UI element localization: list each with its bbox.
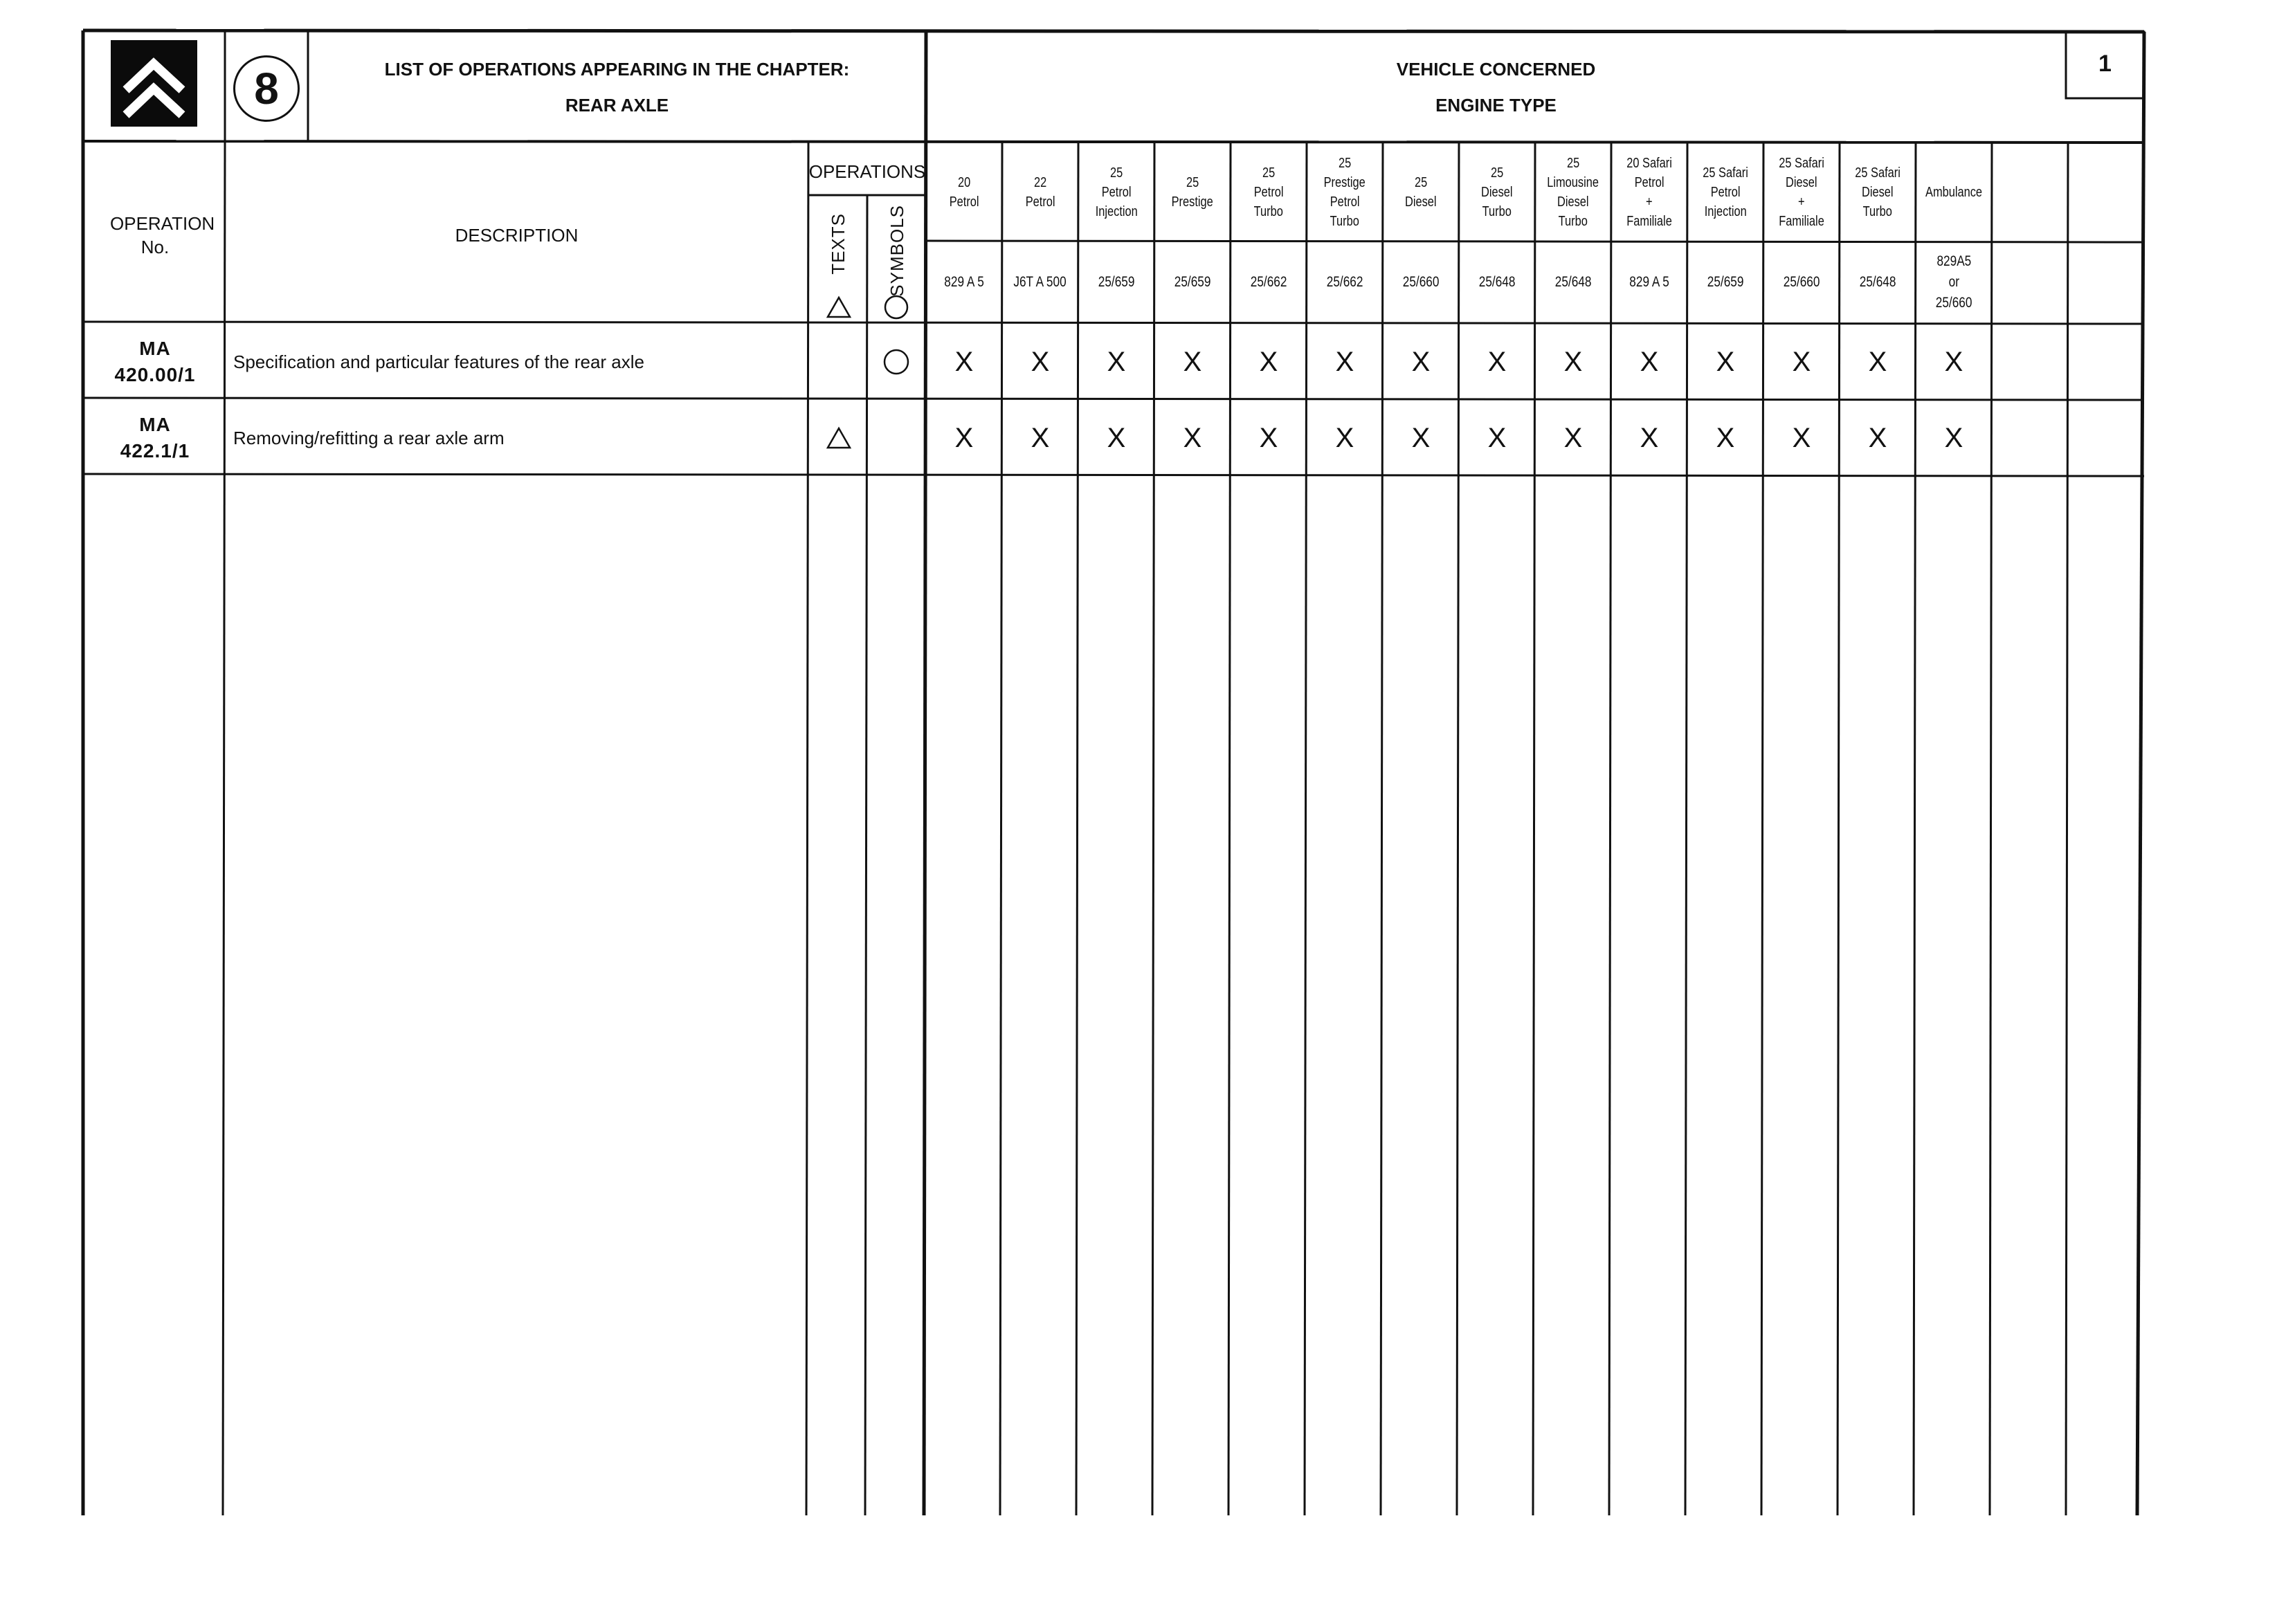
applicability-mark: X xyxy=(1640,422,1659,453)
engine-type-line: 25/659 xyxy=(1707,274,1744,290)
vehicle-name-line: Petrol xyxy=(1330,194,1360,210)
engine-type-cell xyxy=(1687,244,1763,321)
vehicle-name-line: Turbo xyxy=(1862,204,1893,219)
applicability-mark: X xyxy=(954,422,974,453)
vehicle-name-line: 25 Safari xyxy=(1779,156,1824,171)
applicability-mark: X xyxy=(1868,346,1887,377)
vehicle-name-line: 22 xyxy=(1033,175,1047,190)
applicability-mark: X xyxy=(1868,422,1887,453)
vehicle-name-cell xyxy=(1763,144,1840,241)
applicability-mark: X xyxy=(1411,422,1431,453)
vehicle-name-line: 25 xyxy=(1262,165,1276,181)
engine-type-line: 829A5 xyxy=(1936,253,1971,269)
vehicle-name-cell xyxy=(1307,144,1383,241)
engine-type-line: 25/660 xyxy=(1402,274,1440,290)
applicability-mark: X xyxy=(1563,422,1583,453)
applicability-mark: X xyxy=(1487,422,1507,453)
double-chevron-icon xyxy=(111,40,197,127)
vehicle-line-2: ENGINE TYPE xyxy=(1435,95,1557,116)
vehicle-name-line: Familiale xyxy=(1626,214,1672,229)
vehicle-name-line: 25 xyxy=(1186,175,1199,190)
vehicle-name-line: Injection xyxy=(1095,204,1138,219)
engine-type-line: 25/660 xyxy=(1935,295,1972,311)
engine-type-line: J6T A 500 xyxy=(1013,274,1067,290)
vehicle-name-line: 25 Safari xyxy=(1855,165,1901,181)
symbols-circle-icon xyxy=(882,348,910,376)
vehicle-name-line: Diesel xyxy=(1481,185,1513,200)
vehicle-heading xyxy=(926,51,2066,123)
engine-type-cell xyxy=(1916,244,1992,321)
vehicle-name-line: Petrol xyxy=(1025,194,1055,210)
engine-type-cell xyxy=(1459,244,1535,321)
vehicle-name-line: + xyxy=(1798,194,1805,210)
vehicle-name-cell xyxy=(1383,144,1459,241)
vehicle-name-cell xyxy=(1535,144,1611,241)
vehicle-name-line: 20 xyxy=(957,175,971,190)
column-divider xyxy=(2066,143,2068,1515)
vehicle-name-line: Petrol xyxy=(1253,185,1284,200)
chapter-number-badge xyxy=(233,55,300,122)
vehicle-name-line: 25 xyxy=(1490,165,1504,181)
applicability-mark: X xyxy=(954,346,974,377)
engine-type-cell xyxy=(1002,244,1078,321)
texts-triangle-icon xyxy=(825,426,853,450)
applicability-mark: X xyxy=(1411,346,1431,377)
vehicle-name-line: 20 Safari xyxy=(1626,156,1672,171)
chapter-number: 8 xyxy=(254,64,279,113)
vehicle-name-cell xyxy=(1002,144,1078,241)
applicability-mark: X xyxy=(1335,422,1354,453)
vehicle-name-cell xyxy=(1459,144,1535,241)
engine-type-line: 25/662 xyxy=(1326,274,1363,290)
vehicle-name-line: Turbo xyxy=(1558,214,1588,229)
operation-description: Removing/refitting a rear axle arm xyxy=(233,427,505,448)
vehicle-name-cell xyxy=(1154,144,1231,241)
vehicle-name-cell xyxy=(1611,144,1687,241)
applicability-mark: X xyxy=(1031,346,1050,377)
vehicle-name-line: Prestige xyxy=(1171,194,1214,210)
engine-type-line: 25/648 xyxy=(1478,274,1516,290)
vehicle-name-cell xyxy=(1078,144,1154,241)
description-label: DESCRIPTION xyxy=(455,225,579,246)
applicability-mark: X xyxy=(1183,346,1202,377)
operation-number xyxy=(87,324,224,400)
engine-type-cell xyxy=(1383,244,1459,321)
engine-type-cell xyxy=(1763,244,1840,321)
vehicle-name-line: Ambulance xyxy=(1925,185,1983,200)
title-line-2: REAR AXLE xyxy=(565,95,669,116)
vehicle-name-line: Limousine xyxy=(1547,175,1599,190)
vehicle-name-cell xyxy=(1687,144,1763,241)
vehicle-name-cell xyxy=(1916,144,1992,241)
applicability-mark: X xyxy=(1259,422,1278,453)
operation-no-label: OPERATION No. xyxy=(110,213,215,257)
vehicle-name-line: Petrol xyxy=(949,194,979,210)
vehicle-name-line: Turbo xyxy=(1330,214,1360,229)
applicability-mark: X xyxy=(1183,422,1202,453)
vehicle-name-line: Diesel xyxy=(1862,185,1894,200)
page-number xyxy=(2066,43,2144,84)
vehicle-name-line: 25 xyxy=(1338,156,1352,171)
vehicle-name-line: Turbo xyxy=(1482,204,1512,219)
engine-type-cell xyxy=(926,244,1002,321)
applicability-mark: X xyxy=(1944,346,1963,377)
operation-description: Specification and particular features of the rear axle xyxy=(233,351,645,372)
title-line-1: LIST OF OPERATIONS APPEARING IN THE CHAPTER: xyxy=(384,59,850,80)
vehicle-name-line: Injection xyxy=(1704,204,1747,219)
engine-type-line: 25/648 xyxy=(1859,274,1896,290)
vehicle-name-line: 25 xyxy=(1109,165,1123,181)
applicability-mark: X xyxy=(1563,346,1583,377)
vehicle-name-line: Petrol xyxy=(1101,185,1132,200)
applicability-mark: X xyxy=(1716,346,1735,377)
engine-type-line: 25/648 xyxy=(1554,274,1592,290)
engine-type-cell xyxy=(1307,244,1383,321)
vehicle-name-line: 25 xyxy=(1566,156,1580,171)
description-heading xyxy=(225,208,808,263)
applicability-mark: X xyxy=(1792,346,1811,377)
triangle-icon xyxy=(825,295,853,320)
operations-label: OPERATIONS xyxy=(808,161,926,182)
applicability-mark: X xyxy=(1031,422,1050,453)
engine-type-cell xyxy=(1611,244,1687,321)
operations-heading xyxy=(808,154,926,190)
engine-type-line: 829 A 5 xyxy=(944,274,984,290)
vehicle-name-line: Diesel xyxy=(1557,194,1589,210)
vehicle-name-line: Prestige xyxy=(1323,175,1366,190)
engine-type-line: or xyxy=(1948,274,1959,290)
applicability-mark: X xyxy=(1792,422,1811,453)
page-number-text: 1 xyxy=(2098,50,2112,77)
vehicle-name-line: Familiale xyxy=(1779,214,1824,229)
vehicle-name-cell xyxy=(1231,144,1307,241)
operation-number-line: 420.00/1 xyxy=(114,364,196,385)
chapter-title xyxy=(308,51,926,123)
applicability-mark: X xyxy=(1259,346,1278,377)
vehicle-name-line: Diesel xyxy=(1786,175,1817,190)
operation-no-heading xyxy=(87,208,224,263)
citroen-logo xyxy=(111,40,197,127)
vehicle-name-line: 25 xyxy=(1414,175,1428,190)
engine-type-cell xyxy=(1535,244,1611,321)
operation-number xyxy=(87,400,224,476)
applicability-mark: X xyxy=(1487,346,1507,377)
applicability-mark: X xyxy=(1640,346,1659,377)
vehicle-name-cell xyxy=(1840,144,1916,241)
applicability-mark: X xyxy=(1716,422,1735,453)
vehicle-name-line: + xyxy=(1646,194,1653,210)
operation-number-line: MA xyxy=(139,414,171,435)
engine-type-cell xyxy=(1078,244,1154,321)
engine-type-line: 829 A 5 xyxy=(1629,274,1669,290)
engine-type-line: 25/660 xyxy=(1783,274,1820,290)
vehicle-name-line: Petrol xyxy=(1710,185,1741,200)
engine-type-line: 25/659 xyxy=(1098,274,1135,290)
circle-icon xyxy=(882,293,910,321)
engine-type-line: 25/659 xyxy=(1174,274,1211,290)
engine-type-line: 25/662 xyxy=(1250,274,1287,290)
vehicle-name-line: Petrol xyxy=(1634,175,1664,190)
applicability-mark: X xyxy=(1107,346,1126,377)
applicability-mark: X xyxy=(1335,346,1354,377)
symbols-heading: SYMBOLS xyxy=(887,205,907,297)
applicability-mark: X xyxy=(1944,422,1963,453)
vehicle-name-line: Turbo xyxy=(1253,204,1284,219)
operation-number-line: 422.1/1 xyxy=(120,440,190,462)
vehicle-name-line: Diesel xyxy=(1405,194,1437,210)
vehicle-name-line: 25 Safari xyxy=(1703,165,1748,181)
texts-heading: TEXTS xyxy=(828,213,849,275)
vehicle-line-1: VEHICLE CONCERNED xyxy=(1396,59,1596,80)
operation-number-line: MA xyxy=(139,338,171,359)
vehicle-name-cell xyxy=(926,144,1002,241)
applicability-mark: X xyxy=(1107,422,1126,453)
engine-type-cell xyxy=(1154,244,1231,321)
engine-type-cell xyxy=(1231,244,1307,321)
engine-type-cell xyxy=(1840,244,1916,321)
